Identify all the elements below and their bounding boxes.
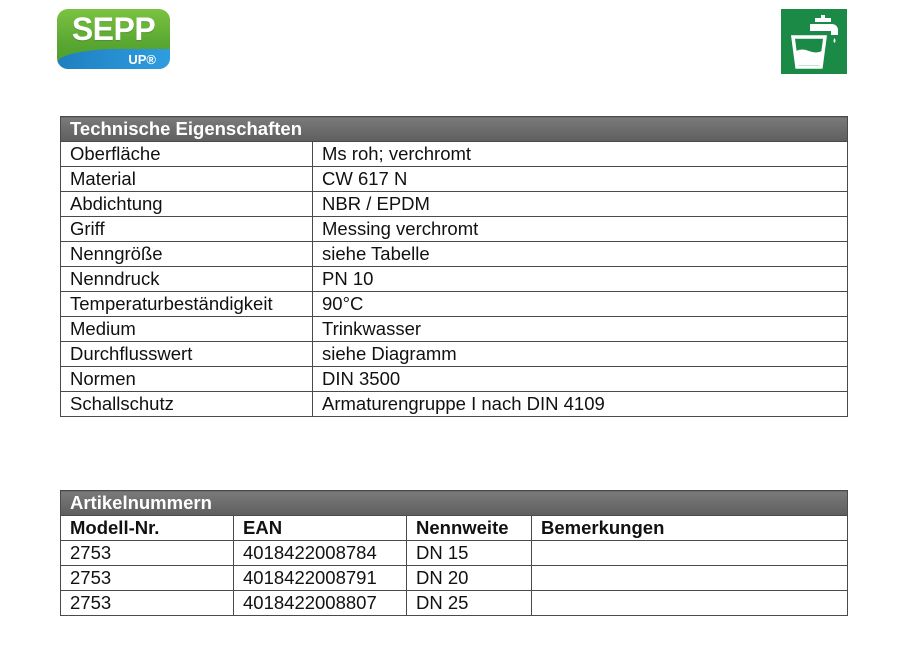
article-cell: 4018422008807 xyxy=(234,591,407,616)
properties-table xyxy=(60,116,848,417)
property-label: Material xyxy=(61,167,313,192)
property-row xyxy=(61,392,848,417)
drinking-water-tap-icon xyxy=(781,9,847,74)
property-row xyxy=(61,317,848,342)
property-label: Abdichtung xyxy=(61,192,313,217)
property-value: 90°C xyxy=(313,292,848,317)
property-row xyxy=(61,367,848,392)
column-header: EAN xyxy=(234,516,407,541)
article-cell xyxy=(532,591,848,616)
property-label: Schallschutz xyxy=(61,392,313,417)
property-value: Armaturengruppe I nach DIN 4109 xyxy=(313,392,848,417)
article-row xyxy=(61,541,848,566)
articles-column-headers xyxy=(61,516,848,541)
column-header: Bemerkungen xyxy=(532,516,848,541)
article-cell: 2753 xyxy=(61,591,234,616)
column-header: Nennweite xyxy=(407,516,532,541)
article-cell: 4018422008784 xyxy=(234,541,407,566)
articles-title: Artikelnummern xyxy=(61,491,848,516)
property-row xyxy=(61,292,848,317)
article-cell: DN 25 xyxy=(407,591,532,616)
property-label: Durchflusswert xyxy=(61,342,313,367)
property-value: siehe Tabelle xyxy=(313,242,848,267)
property-value: CW 617 N xyxy=(313,167,848,192)
property-label: Nenngröße xyxy=(61,242,313,267)
sepp-up-logo xyxy=(57,9,170,69)
property-row xyxy=(61,217,848,242)
property-value: Messing verchromt xyxy=(313,217,848,242)
property-row xyxy=(61,142,848,167)
property-label: Normen xyxy=(61,367,313,392)
articles-table xyxy=(60,490,848,616)
article-cell: DN 20 xyxy=(407,566,532,591)
property-label: Griff xyxy=(61,217,313,242)
article-cell: DN 15 xyxy=(407,541,532,566)
property-value: PN 10 xyxy=(313,267,848,292)
column-header: Modell-Nr. xyxy=(61,516,234,541)
article-cell xyxy=(532,541,848,566)
property-row xyxy=(61,192,848,217)
logo-main-text: SEPP xyxy=(71,11,156,47)
logo-sub-text: UP® xyxy=(128,52,156,67)
property-value: siehe Diagramm xyxy=(313,342,848,367)
property-value: NBR / EPDM xyxy=(313,192,848,217)
property-value: Trinkwasser xyxy=(313,317,848,342)
property-label: Temperaturbeständigkeit xyxy=(61,292,313,317)
property-value: Ms roh; verchromt xyxy=(313,142,848,167)
property-row xyxy=(61,267,848,292)
article-cell: 4018422008791 xyxy=(234,566,407,591)
article-row xyxy=(61,566,848,591)
property-value: DIN 3500 xyxy=(313,367,848,392)
article-row xyxy=(61,591,848,616)
article-cell: 2753 xyxy=(61,541,234,566)
property-row xyxy=(61,242,848,267)
property-label: Nenndruck xyxy=(61,267,313,292)
article-cell xyxy=(532,566,848,591)
property-row xyxy=(61,167,848,192)
properties-title: Technische Eigenschaften xyxy=(61,117,848,142)
property-row xyxy=(61,342,848,367)
property-label: Oberfläche xyxy=(61,142,313,167)
property-label: Medium xyxy=(61,317,313,342)
article-cell: 2753 xyxy=(61,566,234,591)
